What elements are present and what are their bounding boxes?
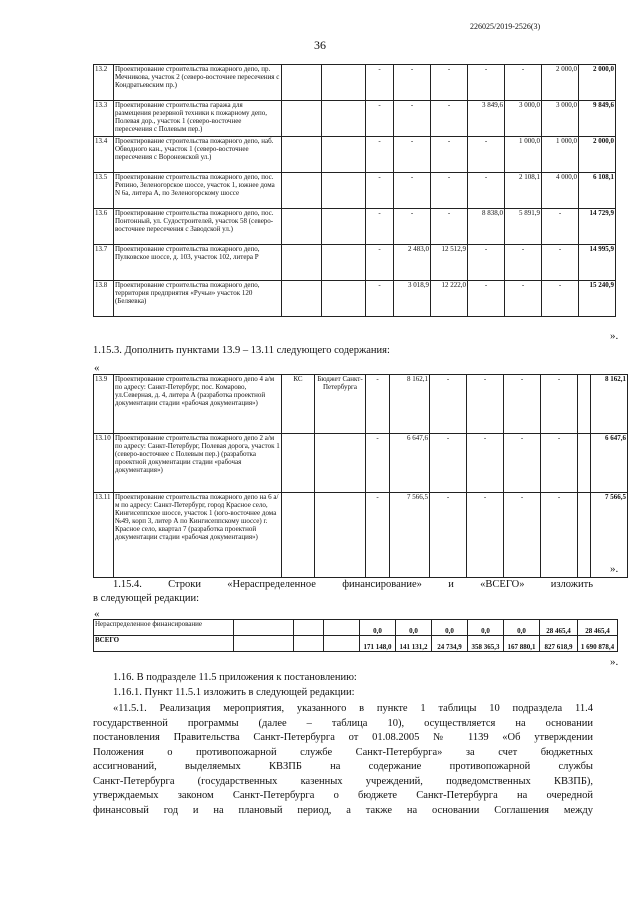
row-name: Проектирование строительства пожарного депо, Пулковское шоссе, д. 103, участок 102, литера Р	[114, 245, 282, 281]
row-number: 13.4	[94, 137, 114, 173]
table-row	[94, 173, 616, 209]
table-row	[94, 281, 616, 317]
row-value: 2 108,1	[505, 173, 542, 209]
empty-cell	[282, 281, 322, 317]
closing-quote-3: ».	[610, 656, 619, 668]
row-number: 13.7	[94, 245, 114, 281]
table-row	[94, 101, 616, 137]
opening-quote-3: «	[94, 608, 100, 620]
body-line: Санкт-Петербурга (государственных казенных учреждений, подведомственных КВЗПБ),	[93, 775, 593, 787]
paragraph-1-15-4-line1: 1.15.4. Строки «Нераспределенное финансирование» и «ВСЕГО» изложить	[113, 579, 593, 590]
row-value: -	[431, 173, 468, 209]
row-value: -	[431, 209, 468, 245]
row-total: 14 995,9	[579, 245, 616, 281]
body-text-11-5-1	[93, 702, 593, 818]
row-value: -	[366, 493, 390, 578]
body-line: Положения о противопожарной службе Санкт-Петербурга» за счет бюджетных	[93, 746, 593, 758]
row-value: 28 465,4	[578, 620, 618, 636]
empty-cell	[322, 245, 366, 281]
row-value: -	[394, 65, 431, 101]
row-value: 3 849,6	[468, 101, 505, 137]
empty-cell	[324, 620, 360, 636]
row-value: -	[504, 375, 541, 434]
row-name: Проектирование строительства пожарного депо, пос. Репино, Зеленогорское шоссе, участок 1, южнее дома N 6а, литера А, по Зеленогорскому шоссе	[114, 173, 282, 209]
empty-cell	[322, 101, 366, 137]
table-row	[94, 137, 616, 173]
empty-cell	[282, 137, 322, 173]
row-value: 0,0	[468, 620, 504, 636]
row-value: -	[468, 245, 505, 281]
empty-cell	[282, 101, 322, 137]
row-number: 13.11	[94, 493, 114, 578]
page-number: 36	[314, 38, 326, 52]
row-value: 8 162,1	[390, 375, 430, 434]
empty-cell	[294, 620, 324, 636]
row-value: -	[430, 375, 467, 434]
row-name: Проектирование строительства пожарного депо, пос. Понтонный, ул. Судостроителей, участок 58 (северо-восточнее пересечения с Заводской ул.)	[114, 209, 282, 245]
row-value: -	[366, 173, 394, 209]
row-value: -	[541, 434, 578, 493]
row-value: 6 647,6	[390, 434, 430, 493]
empty-cell	[578, 434, 591, 493]
row-total: 9 849,6	[579, 101, 616, 137]
row-name: Проектирование строительства пожарного депо 4 а/м по адресу: Санкт-Петербург, пос. Комарово, ул.Северная, д. 4, литера А (разработка проектной документации стадии «рабочая документация»)	[114, 375, 282, 434]
row-budget	[315, 434, 366, 493]
row-value: 3 000,0	[505, 101, 542, 137]
row-value: 7 566,5	[390, 493, 430, 578]
row-value: 358 365,3	[468, 636, 504, 652]
row-value: -	[468, 137, 505, 173]
row-value: -	[542, 209, 579, 245]
empty-cell	[294, 636, 324, 652]
row-value: -	[468, 65, 505, 101]
empty-cell	[322, 137, 366, 173]
row-value: -	[467, 434, 504, 493]
row-budget	[315, 493, 366, 578]
row-value: -	[541, 493, 578, 578]
empty-cell	[234, 620, 294, 636]
row-number: 13.6	[94, 209, 114, 245]
row-value: -	[431, 101, 468, 137]
row-value: 171 148,0	[360, 636, 396, 652]
row-value: 3 018,9	[394, 281, 431, 317]
row-total: 14 729,9	[579, 209, 616, 245]
row-value: 0,0	[432, 620, 468, 636]
row-value: -	[366, 101, 394, 137]
empty-cell	[322, 173, 366, 209]
row-value: -	[542, 245, 579, 281]
row-name: Проектирование строительства пожарного депо, территория предприятия «Ручьи» участок 120 (Беляевка)	[114, 281, 282, 317]
row-ks	[282, 434, 315, 493]
row-value: -	[468, 173, 505, 209]
row-value: -	[468, 281, 505, 317]
row-value: 28 465,4	[540, 620, 578, 636]
row-value: 1 000,0	[505, 137, 542, 173]
empty-cell	[282, 209, 322, 245]
body-line: финансовый год и на плановый период, а также на основании Соглашения между	[93, 804, 593, 816]
row-name: Проектирование строительства гаража для размещения резервной техники к пожарному депо, Полевая дор., участок 1 (северо-восточнее пересечения с Полевым пер.)	[114, 101, 282, 137]
row-value: -	[504, 434, 541, 493]
opening-quote-2: «	[94, 362, 100, 374]
row-name: Проектирование строительства пожарного депо, наб. Обводного кан., участок 1 (северо-восточнее пересечения с Воронежской ул.)	[114, 137, 282, 173]
table-row	[94, 209, 616, 245]
paragraph-1-16: 1.16. В подразделе 11.5 приложения к постановлению:	[113, 672, 357, 683]
table-row	[94, 375, 628, 434]
empty-cell	[282, 173, 322, 209]
empty-cell	[322, 65, 366, 101]
table-row	[94, 620, 618, 636]
row-value: -	[504, 493, 541, 578]
row-budget: Бюджет Санкт-Петербурга	[315, 375, 366, 434]
body-line: постановления Правительства Санкт-Петербурга от 01.08.2005 № 1139 «Об утверждении	[93, 732, 593, 743]
row-total: 2 000,0	[579, 65, 616, 101]
row-value: -	[394, 101, 431, 137]
table-row	[94, 636, 618, 652]
row-name: Проектирование строительства пожарного депо на 6 а/м по адресу: Санкт-Петербург, город Красное село, Кингисеппское шоссе, участок 1 (юго-восточнее дома №49, корп 3, литер А по Кингисеппскому шоссе) г. Красное село, квартал 7 (разработка проектной документации стадии «рабочая документация»)	[114, 493, 282, 578]
closing-quote-2: ».	[610, 563, 619, 575]
row-total: 6 647,6	[591, 434, 628, 493]
row-value: 0,0	[360, 620, 396, 636]
row-name: ВСЕГО	[94, 636, 234, 652]
row-value: 24 734,9	[432, 636, 468, 652]
table-row	[94, 434, 628, 493]
row-value: 4 000,0	[542, 173, 579, 209]
row-value: 3 000,0	[542, 101, 579, 137]
row-value: -	[467, 375, 504, 434]
row-value: 0,0	[396, 620, 432, 636]
row-value: -	[394, 137, 431, 173]
row-ks: КС	[282, 375, 315, 434]
row-value: 5 891,9	[505, 209, 542, 245]
row-value: -	[366, 281, 394, 317]
body-line: «11.5.1. Реализация мероприятия, указанного в пункте 1 таблицы 10 подраздела 11.4	[113, 703, 593, 714]
row-value: -	[467, 493, 504, 578]
row-value: -	[366, 209, 394, 245]
row-value: 0,0	[504, 620, 540, 636]
row-number: 13.9	[94, 375, 114, 434]
body-line: государственной программы (далее – таблица 10), осуществляется на основании	[93, 717, 593, 729]
row-value: -	[431, 137, 468, 173]
row-number: 13.3	[94, 101, 114, 137]
empty-cell	[578, 375, 591, 434]
row-value: 2 483,0	[394, 245, 431, 281]
table-rows-13-2-to-13-8	[93, 64, 616, 317]
row-value: 827 618,9	[540, 636, 578, 652]
row-value: -	[430, 493, 467, 578]
table-rows-13-9-to-13-11	[93, 374, 628, 578]
row-value: 8 838,0	[468, 209, 505, 245]
empty-cell	[234, 636, 294, 652]
row-value: -	[505, 281, 542, 317]
body-line: ассигнований, выделяемых КВЗПБ на содержание противопожарной службы	[93, 761, 593, 772]
empty-cell	[578, 493, 591, 578]
row-value: 12 222,0	[431, 281, 468, 317]
row-total: 7 566,5	[591, 493, 628, 578]
row-value: 12 512,9	[431, 245, 468, 281]
row-total: 15 240,9	[579, 281, 616, 317]
empty-cell	[282, 65, 322, 101]
paragraph-1-15-4-line2: в следующей редакции:	[93, 593, 200, 604]
table-row	[94, 65, 616, 101]
paragraph-1-15-3: 1.15.3. Дополнить пунктами 13.9 – 13.11 следующего содержания:	[93, 345, 390, 356]
row-value: 141 131,2	[396, 636, 432, 652]
document-number: 226025/2019-2526(3)	[470, 22, 541, 31]
paragraph-1-16-1: 1.16.1. Пункт 11.5.1 изложить в следующей редакции:	[113, 687, 355, 698]
row-name: Проектирование строительства пожарного депо 2 а/м по адресу: Санкт-Петербург, Полевая дорога, участок 1 (северо-восточнее с Полевым пер.) (разработка проектной документации стадии «рабочая документация»)	[114, 434, 282, 493]
row-ks	[282, 493, 315, 578]
row-total: 8 162,1	[591, 375, 628, 434]
row-name: Проектирование строительства пожарного депо, пр. Мечникова, участок 2 (северо-восточнее пересечения с Кондратьевским пр.)	[114, 65, 282, 101]
row-value: -	[366, 375, 390, 434]
row-name: Нераспределенное финансирование	[94, 620, 234, 636]
row-value: -	[394, 173, 431, 209]
empty-cell	[322, 281, 366, 317]
row-value: -	[430, 434, 467, 493]
table-row	[94, 245, 616, 281]
row-value: -	[541, 375, 578, 434]
row-number: 13.2	[94, 65, 114, 101]
body-line: утверждаемых законом Санкт-Петербурга о бюджете Санкт-Петербурга на очередной	[93, 790, 593, 801]
row-value: 1 690 878,4	[578, 636, 618, 652]
row-number: 13.8	[94, 281, 114, 317]
row-number: 13.5	[94, 173, 114, 209]
row-value: 1 000,0	[542, 137, 579, 173]
empty-cell	[324, 636, 360, 652]
row-value: -	[542, 281, 579, 317]
empty-cell	[282, 245, 322, 281]
row-value: -	[366, 434, 390, 493]
closing-quote-1: ».	[610, 330, 619, 342]
row-total: 6 108,1	[579, 173, 616, 209]
empty-cell	[322, 209, 366, 245]
row-value: -	[366, 137, 394, 173]
row-value: -	[366, 245, 394, 281]
row-total: 2 000,0	[579, 137, 616, 173]
table-row	[94, 493, 628, 578]
row-number: 13.10	[94, 434, 114, 493]
row-value: -	[505, 245, 542, 281]
row-value: -	[431, 65, 468, 101]
row-value: 167 880,1	[504, 636, 540, 652]
row-value: -	[394, 209, 431, 245]
row-value: 2 000,0	[542, 65, 579, 101]
table-totals	[93, 619, 618, 652]
row-value: -	[505, 65, 542, 101]
row-value: -	[366, 65, 394, 101]
